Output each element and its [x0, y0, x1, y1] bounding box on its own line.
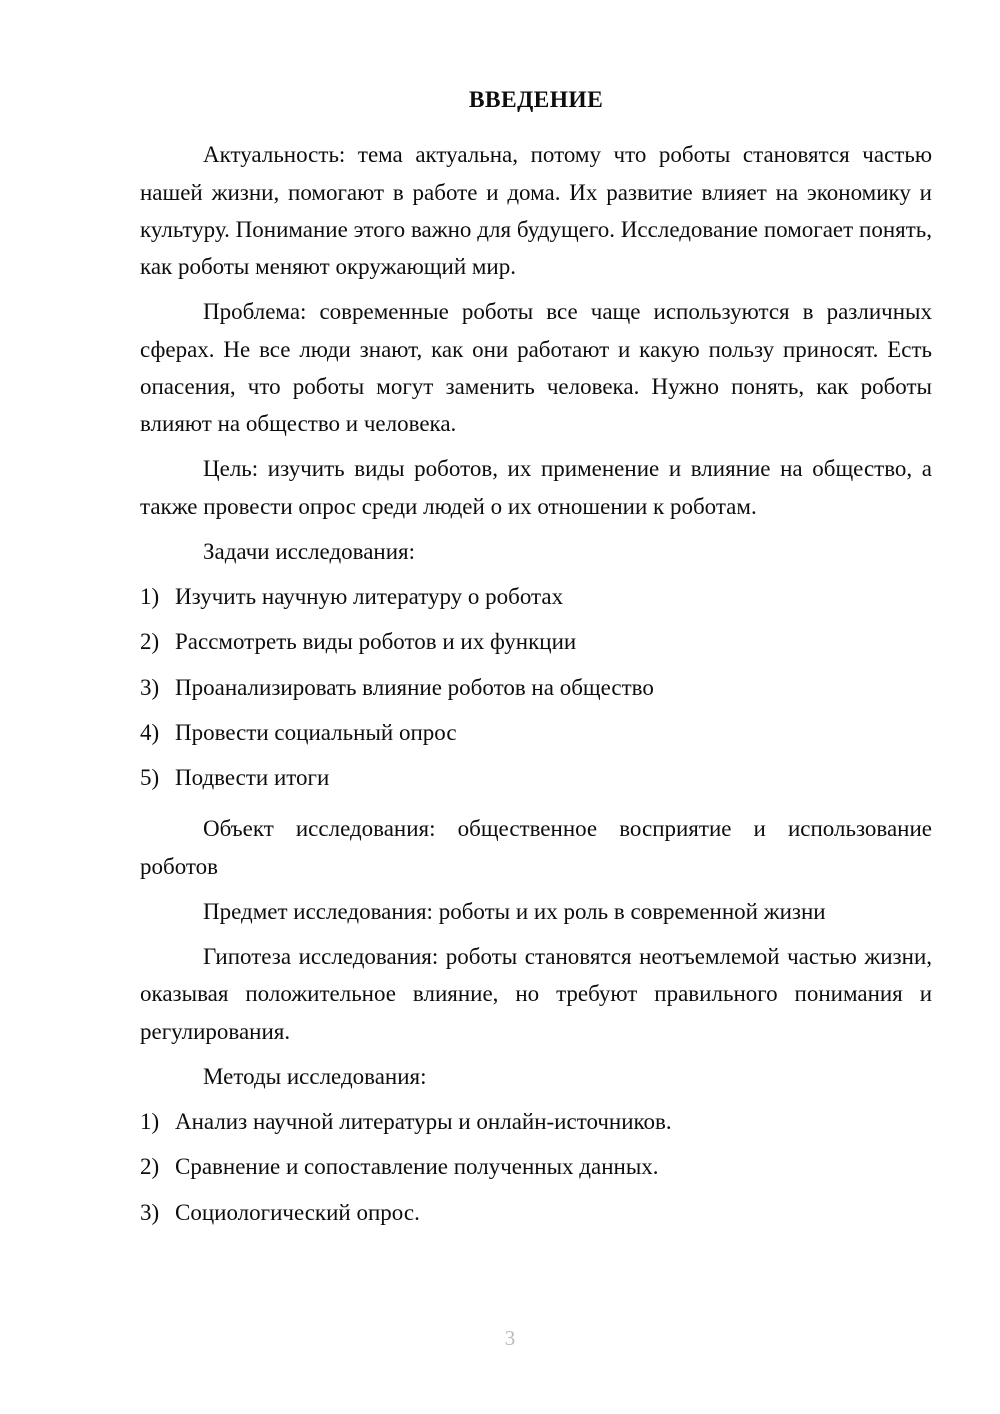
list-marker: 3): [140, 674, 160, 700]
paragraph-hypothesis: Гипотеза исследования: роботы становятся неотъемлемой частью жизни, оказывая положительное влияние, но требуют правильного понимания и регулирования.: [140, 944, 932, 1044]
list-item-text: Изучить научную литературу о роботах: [175, 584, 564, 610]
list-item-text: Сравнение и сопоставление полученных данных.: [175, 1154, 659, 1180]
list-item: [140, 1148, 932, 1185]
tasks-list: [140, 578, 932, 796]
list-marker: 4): [140, 719, 160, 745]
heading-methods: Методы исследования:: [203, 1063, 427, 1089]
document-body: [140, 86, 932, 1239]
page-number-footer: 3: [504, 1326, 516, 1350]
list-item: [140, 759, 932, 796]
paragraph-object: Объект исследования: общественное восприятие и использование роботов: [140, 816, 932, 879]
paragraph-problem: Проблема: современные роботы все чаще используются в различных сферах. Не все люди знают, как они работают и какую пользу приносят. Есть опасения, что роботы могут заменить человека. Нужно понять, как роботы влияют на общество и человека.: [140, 299, 932, 437]
list-item: [140, 714, 932, 751]
list-item: [140, 578, 932, 615]
methods-list: [140, 1103, 932, 1231]
list-marker: 3): [140, 1199, 160, 1225]
list-marker: 1): [140, 584, 160, 610]
list-item: [140, 1103, 932, 1140]
paragraph-relevance: Актуальность: тема актуальна, потому что роботы становятся частью нашей жизни, помогают в работе и дома. Их развитие влияет на экономику и культуру. Понимание этого важно для будущего. Исследование помогает понять, как роботы меняют окружающий мир.: [140, 142, 932, 280]
list-marker: 1): [140, 1109, 160, 1135]
list-item-text: Проанализировать влияние роботов на общество: [175, 674, 654, 700]
list-item: [140, 669, 932, 706]
paragraph-subject: Предмет исследования: роботы и их роль в современной жизни: [203, 898, 826, 924]
paragraph-goal: Цель: изучить виды роботов, их применение и влияние на общество, а также провести опрос среди людей о их отношении к роботам.: [140, 456, 932, 519]
list-item-text: Подвести итоги: [175, 765, 330, 791]
list-item: [140, 623, 932, 660]
list-marker: 2): [140, 1154, 160, 1180]
list-marker: 2): [140, 629, 160, 655]
list-item-text: Анализ научной литературы и онлайн-источников.: [175, 1109, 672, 1135]
heading-tasks: Задачи исследования:: [203, 538, 416, 564]
list-item-text: Провести социальный опрос: [175, 719, 457, 745]
list-item: [140, 1194, 932, 1231]
page-title: ВВЕДЕНИЕ: [468, 87, 604, 113]
list-marker: 5): [140, 765, 160, 791]
list-item-text: Социологический опрос.: [175, 1199, 420, 1225]
list-item-text: Рассмотреть виды роботов и их функции: [175, 629, 577, 655]
